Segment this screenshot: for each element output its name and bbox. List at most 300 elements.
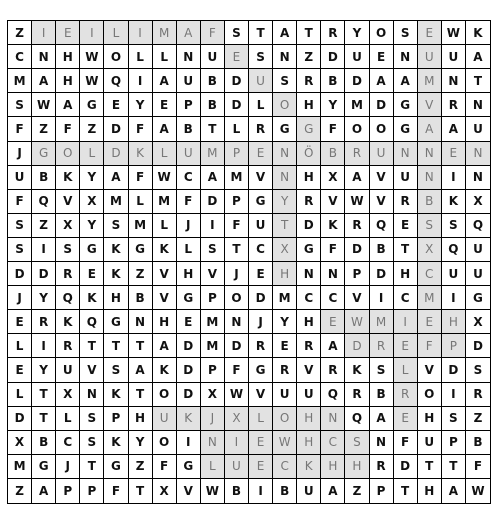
grid-cell[interactable]: O xyxy=(370,21,394,45)
grid-cell[interactable]: V xyxy=(80,358,104,382)
grid-cell[interactable]: T xyxy=(80,455,104,479)
grid-cell[interactable]: B xyxy=(418,190,442,214)
grid-cell[interactable]: X xyxy=(80,190,104,214)
grid-cell[interactable]: S xyxy=(8,214,32,238)
grid-cell[interactable]: Z xyxy=(8,21,32,45)
grid-cell[interactable]: S xyxy=(442,214,466,238)
grid-cell[interactable]: T xyxy=(418,455,442,479)
grid-cell[interactable]: E xyxy=(394,334,418,358)
grid-cell[interactable]: M xyxy=(418,286,442,310)
grid-cell[interactable]: D xyxy=(394,455,418,479)
grid-cell[interactable]: U xyxy=(442,262,466,286)
grid-cell[interactable]: T xyxy=(80,334,104,358)
grid-cell[interactable]: L xyxy=(153,45,177,69)
grid-cell[interactable]: D xyxy=(104,142,128,166)
grid-cell[interactable]: Q xyxy=(32,190,56,214)
grid-cell[interactable]: N xyxy=(466,93,490,117)
grid-cell[interactable]: Q xyxy=(80,310,104,334)
grid-cell[interactable]: K xyxy=(104,383,128,407)
grid-cell[interactable]: W xyxy=(471,483,485,498)
grid-cell[interactable]: J xyxy=(249,310,273,334)
grid-cell[interactable]: A xyxy=(129,358,153,382)
grid-cell[interactable]: L xyxy=(249,407,273,431)
grid-cell[interactable]: M xyxy=(370,310,394,334)
grid-cell[interactable]: U xyxy=(201,45,225,69)
grid-cell[interactable]: M xyxy=(345,93,369,117)
grid-cell[interactable]: F xyxy=(129,166,153,190)
grid-cell[interactable]: T xyxy=(249,21,273,45)
grid-cell[interactable]: F xyxy=(225,214,249,238)
grid-cell[interactable]: R xyxy=(466,383,490,407)
grid-cell[interactable]: D xyxy=(225,93,249,117)
grid-cell[interactable]: C xyxy=(177,166,201,190)
grid-cell[interactable]: A xyxy=(56,93,80,117)
grid-cell[interactable]: V xyxy=(249,383,273,407)
grid-cell[interactable]: J xyxy=(201,407,225,431)
grid-cell[interactable]: S xyxy=(466,358,490,382)
grid-cell[interactable]: H xyxy=(418,479,442,503)
grid-cell[interactable]: S xyxy=(104,358,128,382)
grid-cell[interactable]: N xyxy=(466,142,490,166)
grid-cell[interactable]: U xyxy=(8,166,32,190)
grid-cell[interactable]: P xyxy=(177,93,201,117)
grid-cell[interactable]: N xyxy=(394,45,418,69)
grid-cell[interactable]: Y xyxy=(129,431,153,455)
grid-cell[interactable]: W xyxy=(345,310,369,334)
grid-cell[interactable]: V xyxy=(153,286,177,310)
grid-cell[interactable]: W xyxy=(32,93,56,117)
grid-cell[interactable]: Z xyxy=(466,407,490,431)
grid-cell[interactable]: A xyxy=(201,166,225,190)
grid-cell[interactable]: X xyxy=(273,238,297,262)
grid-cell[interactable]: U xyxy=(273,383,297,407)
grid-cell[interactable]: C xyxy=(297,286,321,310)
grid-cell[interactable]: S xyxy=(225,21,249,45)
grid-cell[interactable]: U xyxy=(418,45,442,69)
grid-cell[interactable]: L xyxy=(80,142,104,166)
grid-cell[interactable]: S xyxy=(8,238,32,262)
grid-cell[interactable]: A xyxy=(345,166,369,190)
grid-cell[interactable]: M xyxy=(153,21,177,45)
grid-cell[interactable]: K xyxy=(129,142,153,166)
grid-cell[interactable]: N xyxy=(225,310,249,334)
grid-cell[interactable]: B xyxy=(129,286,153,310)
grid-cell[interactable]: J xyxy=(56,455,80,479)
grid-cell[interactable]: L xyxy=(394,358,418,382)
grid-cell[interactable]: S xyxy=(56,238,80,262)
grid-cell[interactable]: M xyxy=(418,69,442,93)
grid-cell[interactable]: Q xyxy=(345,407,369,431)
grid-cell[interactable]: Z xyxy=(297,45,321,69)
grid-cell[interactable]: H xyxy=(153,310,177,334)
grid-cell[interactable]: R xyxy=(394,190,418,214)
grid-cell[interactable]: B xyxy=(321,69,345,93)
grid-cell[interactable]: P xyxy=(225,190,249,214)
grid-cell[interactable]: Q xyxy=(104,69,128,93)
grid-cell[interactable]: T xyxy=(129,334,153,358)
grid-cell[interactable]: R xyxy=(321,358,345,382)
grid-cell[interactable]: F xyxy=(177,190,201,214)
grid-cell[interactable]: R xyxy=(345,142,369,166)
grid-cell[interactable]: V xyxy=(56,190,80,214)
grid-cell[interactable]: M xyxy=(153,190,177,214)
grid-cell[interactable]: V xyxy=(345,286,369,310)
grid-cell[interactable]: I xyxy=(442,286,466,310)
grid-cell[interactable]: S xyxy=(442,407,466,431)
grid-cell[interactable]: C xyxy=(321,431,345,455)
grid-cell[interactable]: C xyxy=(273,455,297,479)
grid-cell[interactable]: C xyxy=(418,262,442,286)
grid-cell[interactable]: S xyxy=(80,431,104,455)
grid-cell[interactable]: G xyxy=(249,190,273,214)
grid-cell[interactable]: I xyxy=(225,431,249,455)
grid-cell[interactable]: K xyxy=(56,166,80,190)
grid-cell[interactable]: P xyxy=(80,479,104,503)
grid-cell[interactable]: F xyxy=(8,117,32,141)
grid-cell[interactable]: U xyxy=(177,69,201,93)
grid-cell[interactable]: L xyxy=(177,238,201,262)
grid-cell[interactable]: G xyxy=(394,93,418,117)
grid-cell[interactable]: V xyxy=(370,190,394,214)
grid-cell[interactable]: Y xyxy=(32,286,56,310)
grid-cell[interactable]: R xyxy=(345,383,369,407)
grid-cell[interactable]: Y xyxy=(321,93,345,117)
grid-cell[interactable]: W xyxy=(442,21,466,45)
grid-cell[interactable]: I xyxy=(201,214,225,238)
grid-cell[interactable]: K xyxy=(466,21,490,45)
grid-cell[interactable]: E xyxy=(273,334,297,358)
grid-cell[interactable]: L xyxy=(153,214,177,238)
grid-cell[interactable]: B xyxy=(370,383,394,407)
grid-cell[interactable]: U xyxy=(466,117,490,141)
grid-cell[interactable]: O xyxy=(104,45,128,69)
grid-cell[interactable]: K xyxy=(56,310,80,334)
grid-cell[interactable]: I xyxy=(394,310,418,334)
grid-cell[interactable]: E xyxy=(442,142,466,166)
grid-cell[interactable]: K xyxy=(104,431,128,455)
grid-cell[interactable]: N xyxy=(273,142,297,166)
grid-cell[interactable]: X xyxy=(56,214,80,238)
grid-cell[interactable]: A xyxy=(32,69,56,93)
grid-cell[interactable]: T xyxy=(394,479,418,503)
grid-cell[interactable]: A xyxy=(466,45,490,69)
grid-cell[interactable]: Z xyxy=(129,455,153,479)
grid-cell[interactable]: A xyxy=(321,479,345,503)
grid-cell[interactable]: R xyxy=(321,21,345,45)
grid-cell[interactable]: F xyxy=(104,479,128,503)
grid-cell[interactable]: N xyxy=(201,431,225,455)
grid-cell[interactable]: T xyxy=(201,117,225,141)
grid-cell[interactable]: O xyxy=(225,286,249,310)
grid-cell[interactable]: C xyxy=(8,45,32,69)
grid-cell[interactable]: P xyxy=(442,431,466,455)
grid-cell[interactable]: N xyxy=(394,142,418,166)
grid-cell[interactable]: T xyxy=(104,334,128,358)
grid-cell[interactable]: D xyxy=(370,93,394,117)
grid-cell[interactable]: D xyxy=(201,190,225,214)
grid-cell[interactable]: N xyxy=(466,166,490,190)
grid-cell[interactable]: U xyxy=(297,383,321,407)
grid-cell[interactable]: X xyxy=(201,383,225,407)
grid-cell[interactable]: X xyxy=(466,310,490,334)
grid-cell[interactable]: G xyxy=(129,238,153,262)
grid-cell[interactable]: R xyxy=(442,93,466,117)
grid-cell[interactable]: A xyxy=(370,69,394,93)
grid-cell[interactable]: C xyxy=(394,286,418,310)
grid-cell[interactable]: O xyxy=(56,142,80,166)
grid-cell[interactable]: R xyxy=(56,334,80,358)
grid-cell[interactable]: K xyxy=(80,286,104,310)
grid-cell[interactable]: H xyxy=(129,407,153,431)
grid-cell[interactable]: B xyxy=(32,431,56,455)
grid-cell[interactable]: R xyxy=(345,214,369,238)
grid-cell[interactable]: S xyxy=(345,431,369,455)
grid-cell[interactable]: U xyxy=(297,479,321,503)
grid-cell[interactable]: P xyxy=(442,334,466,358)
grid-cell[interactable]: D xyxy=(345,334,369,358)
grid-cell[interactable]: M xyxy=(8,455,32,479)
grid-cell[interactable]: N xyxy=(129,310,153,334)
grid-cell[interactable]: H xyxy=(56,45,80,69)
grid-cell[interactable]: W xyxy=(225,383,249,407)
grid-cell[interactable]: N xyxy=(442,69,466,93)
grid-cell[interactable]: G xyxy=(32,455,56,479)
grid-cell[interactable]: Y xyxy=(129,93,153,117)
grid-cell[interactable]: E xyxy=(394,214,418,238)
grid-cell[interactable]: D xyxy=(177,334,201,358)
grid-cell[interactable]: F xyxy=(466,455,490,479)
grid-cell[interactable]: A xyxy=(273,21,297,45)
grid-cell[interactable]: I xyxy=(80,21,104,45)
grid-cell[interactable]: H xyxy=(297,166,321,190)
grid-cell[interactable]: E xyxy=(225,45,249,69)
grid-cell[interactable]: F xyxy=(56,117,80,141)
grid-cell[interactable]: N xyxy=(321,407,345,431)
grid-cell[interactable]: L xyxy=(104,21,128,45)
grid-cell[interactable]: F xyxy=(321,238,345,262)
grid-cell[interactable]: R xyxy=(32,310,56,334)
grid-cell[interactable]: F xyxy=(153,455,177,479)
grid-cell[interactable]: T xyxy=(273,214,297,238)
grid-cell[interactable]: M xyxy=(273,286,297,310)
grid-cell[interactable]: I xyxy=(129,21,153,45)
grid-cell[interactable]: A xyxy=(442,479,466,503)
grid-cell[interactable]: I xyxy=(32,238,56,262)
grid-cell[interactable]: Q xyxy=(442,238,466,262)
grid-cell[interactable]: N xyxy=(418,142,442,166)
grid-cell[interactable]: E xyxy=(153,93,177,117)
grid-cell[interactable]: I xyxy=(370,286,394,310)
grid-cell[interactable]: F xyxy=(8,190,32,214)
grid-cell[interactable]: E xyxy=(418,21,442,45)
grid-cell[interactable]: X xyxy=(8,431,32,455)
grid-cell[interactable]: N xyxy=(273,166,297,190)
grid-cell[interactable]: Z xyxy=(8,479,32,503)
grid-cell[interactable]: Q xyxy=(56,286,80,310)
grid-cell[interactable]: G xyxy=(466,286,490,310)
grid-cell[interactable]: G xyxy=(297,238,321,262)
grid-cell[interactable]: I xyxy=(129,69,153,93)
grid-cell[interactable]: O xyxy=(273,407,297,431)
grid-cell[interactable]: O xyxy=(153,383,177,407)
grid-cell[interactable]: A xyxy=(321,334,345,358)
grid-cell[interactable]: N xyxy=(80,383,104,407)
grid-cell[interactable]: T xyxy=(129,479,153,503)
grid-cell[interactable]: K xyxy=(297,455,321,479)
grid-cell[interactable]: X xyxy=(418,238,442,262)
grid-cell[interactable]: A xyxy=(104,166,128,190)
grid-cell[interactable]: L xyxy=(56,407,80,431)
grid-cell[interactable]: T xyxy=(32,407,56,431)
grid-cell[interactable]: B xyxy=(32,166,56,190)
grid-cell[interactable]: G xyxy=(297,117,321,141)
grid-cell[interactable]: R xyxy=(273,358,297,382)
grid-cell[interactable]: H xyxy=(345,455,369,479)
grid-cell[interactable]: Q xyxy=(321,383,345,407)
grid-cell[interactable]: U xyxy=(177,142,201,166)
grid-cell[interactable]: V xyxy=(297,358,321,382)
grid-cell[interactable]: D xyxy=(297,214,321,238)
grid-cell[interactable]: K xyxy=(104,238,128,262)
grid-cell[interactable]: K xyxy=(321,214,345,238)
grid-cell[interactable]: R xyxy=(297,334,321,358)
grid-cell[interactable]: R xyxy=(370,455,394,479)
grid-cell[interactable]: R xyxy=(249,117,273,141)
grid-cell[interactable]: D xyxy=(345,69,369,93)
grid-cell[interactable]: A xyxy=(153,117,177,141)
grid-cell[interactable]: Ö xyxy=(297,142,321,166)
grid-cell[interactable]: E xyxy=(249,262,273,286)
grid-cell[interactable]: K xyxy=(345,358,369,382)
grid-cell[interactable]: X xyxy=(225,407,249,431)
grid-cell[interactable]: V xyxy=(418,93,442,117)
grid-cell[interactable]: W xyxy=(80,69,104,93)
grid-cell[interactable]: X xyxy=(466,190,490,214)
grid-cell[interactable]: C xyxy=(56,431,80,455)
grid-cell[interactable]: J xyxy=(8,142,32,166)
grid-cell[interactable]: Z xyxy=(80,117,104,141)
grid-cell[interactable]: F xyxy=(129,117,153,141)
grid-cell[interactable]: D xyxy=(225,69,249,93)
grid-cell[interactable]: D xyxy=(8,262,32,286)
grid-cell[interactable]: I xyxy=(177,431,201,455)
grid-cell[interactable]: W xyxy=(345,190,369,214)
grid-cell[interactable]: X xyxy=(153,479,177,503)
grid-cell[interactable]: L xyxy=(8,383,32,407)
grid-cell[interactable]: D xyxy=(177,383,201,407)
grid-cell[interactable]: G xyxy=(273,117,297,141)
grid-cell[interactable]: U xyxy=(249,214,273,238)
grid-cell[interactable]: A xyxy=(370,407,394,431)
grid-cell[interactable]: O xyxy=(345,117,369,141)
grid-cell[interactable]: H xyxy=(56,69,80,93)
grid-cell[interactable]: H xyxy=(177,262,201,286)
grid-cell[interactable]: H xyxy=(321,455,345,479)
grid-cell[interactable]: R xyxy=(370,334,394,358)
grid-cell[interactable]: D xyxy=(466,334,490,358)
grid-cell[interactable]: V xyxy=(370,166,394,190)
grid-cell[interactable]: N xyxy=(297,262,321,286)
grid-cell[interactable]: U xyxy=(345,45,369,69)
grid-cell[interactable]: J xyxy=(8,286,32,310)
grid-cell[interactable]: D xyxy=(177,358,201,382)
grid-cell[interactable]: C xyxy=(249,238,273,262)
grid-cell[interactable]: E xyxy=(418,310,442,334)
grid-cell[interactable]: D xyxy=(370,262,394,286)
grid-cell[interactable]: N xyxy=(273,45,297,69)
grid-cell[interactable]: E xyxy=(370,45,394,69)
grid-cell[interactable]: R xyxy=(249,334,273,358)
grid-cell[interactable]: N xyxy=(418,166,442,190)
grid-cell[interactable]: I xyxy=(442,383,466,407)
grid-cell[interactable]: O xyxy=(153,431,177,455)
grid-cell[interactable]: Y xyxy=(80,214,104,238)
grid-cell[interactable]: S xyxy=(370,358,394,382)
grid-cell[interactable]: O xyxy=(418,383,442,407)
grid-cell[interactable]: F xyxy=(201,21,225,45)
grid-cell[interactable]: O xyxy=(273,93,297,117)
grid-cell[interactable]: L xyxy=(129,45,153,69)
grid-cell[interactable]: E xyxy=(177,310,201,334)
grid-cell[interactable]: W xyxy=(273,431,297,455)
grid-cell[interactable]: N xyxy=(177,45,201,69)
grid-cell[interactable]: V xyxy=(418,358,442,382)
grid-cell[interactable]: T xyxy=(32,383,56,407)
grid-cell[interactable]: E xyxy=(321,310,345,334)
grid-cell[interactable]: P xyxy=(201,358,225,382)
grid-cell[interactable]: V xyxy=(249,166,273,190)
grid-cell[interactable]: Q xyxy=(466,214,490,238)
grid-cell[interactable]: H xyxy=(297,310,321,334)
grid-cell[interactable]: T xyxy=(394,238,418,262)
grid-cell[interactable]: S xyxy=(80,407,104,431)
grid-cell[interactable]: Y xyxy=(273,310,297,334)
grid-cell[interactable]: H xyxy=(297,407,321,431)
grid-cell[interactable]: H xyxy=(442,310,466,334)
grid-cell[interactable]: O xyxy=(370,117,394,141)
grid-cell[interactable]: A xyxy=(177,21,201,45)
grid-cell[interactable]: W xyxy=(201,479,225,503)
grid-cell[interactable]: S xyxy=(273,69,297,93)
grid-cell[interactable]: M xyxy=(201,334,225,358)
grid-cell[interactable]: S xyxy=(201,238,225,262)
grid-cell[interactable]: E xyxy=(8,358,32,382)
grid-cell[interactable]: N xyxy=(32,45,56,69)
grid-cell[interactable]: R xyxy=(297,190,321,214)
grid-cell[interactable]: I xyxy=(32,334,56,358)
grid-cell[interactable]: E xyxy=(249,431,273,455)
grid-cell[interactable]: A xyxy=(418,117,442,141)
grid-cell[interactable]: L xyxy=(153,142,177,166)
grid-cell[interactable]: H xyxy=(104,286,128,310)
grid-cell[interactable]: H xyxy=(394,262,418,286)
grid-cell[interactable]: Z xyxy=(129,262,153,286)
grid-cell[interactable]: A xyxy=(32,479,56,503)
grid-cell[interactable]: P xyxy=(370,479,394,503)
grid-cell[interactable]: V xyxy=(201,262,225,286)
grid-cell[interactable]: J xyxy=(225,262,249,286)
grid-cell[interactable]: I xyxy=(249,479,273,503)
grid-cell[interactable]: X xyxy=(321,166,345,190)
grid-cell[interactable]: M xyxy=(225,166,249,190)
grid-cell[interactable]: B xyxy=(466,431,490,455)
grid-cell[interactable]: T xyxy=(297,21,321,45)
grid-cell[interactable]: E xyxy=(249,142,273,166)
grid-cell[interactable]: A xyxy=(153,334,177,358)
grid-cell[interactable]: L xyxy=(8,334,32,358)
grid-cell[interactable]: B xyxy=(201,93,225,117)
grid-cell[interactable]: D xyxy=(442,358,466,382)
